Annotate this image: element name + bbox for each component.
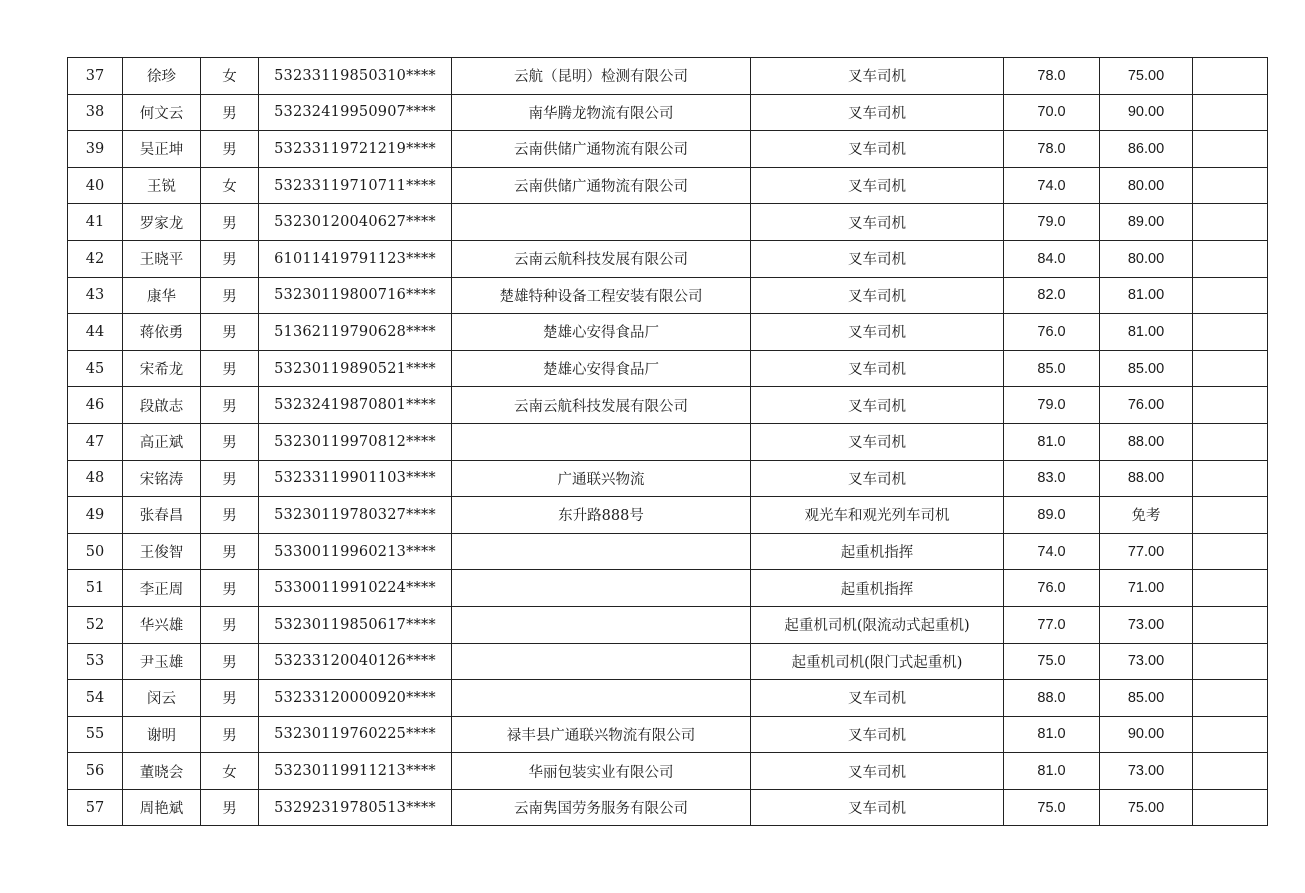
- row-gender: 男: [201, 423, 259, 460]
- row-id-number: 53233120040126****: [259, 643, 452, 680]
- row-number: 39: [68, 131, 123, 168]
- row-theory-score: 81.0: [1004, 423, 1100, 460]
- row-practical-score: 75.00: [1100, 58, 1193, 95]
- row-name: 何文云: [123, 94, 201, 131]
- row-id-number: 53230119780327****: [259, 497, 452, 534]
- row-theory-score: 75.0: [1004, 643, 1100, 680]
- row-employer: 广通联兴物流: [452, 460, 751, 497]
- row-number: 46: [68, 387, 123, 424]
- row-gender: 男: [201, 497, 259, 534]
- row-job-type: 叉车司机: [751, 204, 1004, 241]
- row-theory-score: 78.0: [1004, 131, 1100, 168]
- row-note: [1193, 277, 1268, 314]
- row-gender: 男: [201, 240, 259, 277]
- row-job-type: 叉车司机: [751, 680, 1004, 717]
- row-practical-score: 77.00: [1100, 533, 1193, 570]
- row-practical-score: 75.00: [1100, 789, 1193, 826]
- row-id-number: 53230119760225****: [259, 716, 452, 753]
- row-job-type: 叉车司机: [751, 131, 1004, 168]
- row-practical-score: 88.00: [1100, 460, 1193, 497]
- row-number: 53: [68, 643, 123, 680]
- row-name: 周艳斌: [123, 789, 201, 826]
- row-name: 王俊智: [123, 533, 201, 570]
- row-employer: [452, 423, 751, 460]
- row-employer: 云南隽国劳务服务有限公司: [452, 789, 751, 826]
- row-note: [1193, 789, 1268, 826]
- table-row: [68, 94, 1268, 131]
- row-number: 43: [68, 277, 123, 314]
- row-theory-score: 75.0: [1004, 789, 1100, 826]
- row-job-type: 叉车司机: [751, 387, 1004, 424]
- table-row: [68, 497, 1268, 534]
- row-practical-score: 90.00: [1100, 716, 1193, 753]
- row-employer: 华丽包装实业有限公司: [452, 753, 751, 790]
- row-employer: 云南供储广通物流有限公司: [452, 167, 751, 204]
- row-note: [1193, 58, 1268, 95]
- row-name: 吴正坤: [123, 131, 201, 168]
- table-row: [68, 789, 1268, 826]
- row-note: [1193, 643, 1268, 680]
- row-job-type: 叉车司机: [751, 58, 1004, 95]
- row-job-type: 叉车司机: [751, 789, 1004, 826]
- row-id-number: 53233119901103****: [259, 460, 452, 497]
- row-employer: [452, 204, 751, 241]
- row-number: 56: [68, 753, 123, 790]
- row-number: 45: [68, 350, 123, 387]
- row-gender: 男: [201, 387, 259, 424]
- row-job-type: 叉车司机: [751, 314, 1004, 351]
- table-row: [68, 716, 1268, 753]
- table-row: [68, 423, 1268, 460]
- row-employer: [452, 680, 751, 717]
- row-name: 谢明: [123, 716, 201, 753]
- row-note: [1193, 497, 1268, 534]
- row-name: 王锐: [123, 167, 201, 204]
- row-job-type: 叉车司机: [751, 94, 1004, 131]
- row-theory-score: 77.0: [1004, 606, 1100, 643]
- row-number: 52: [68, 606, 123, 643]
- row-gender: 男: [201, 643, 259, 680]
- row-practical-score: 80.00: [1100, 167, 1193, 204]
- row-employer: 云航（昆明）检测有限公司: [452, 58, 751, 95]
- row-note: [1193, 606, 1268, 643]
- row-note: [1193, 680, 1268, 717]
- row-job-type: 起重机指挥: [751, 533, 1004, 570]
- row-theory-score: 76.0: [1004, 314, 1100, 351]
- row-number: 42: [68, 240, 123, 277]
- row-employer: 云南云航科技发展有限公司: [452, 240, 751, 277]
- row-note: [1193, 716, 1268, 753]
- row-employer: 楚雄特种设备工程安装有限公司: [452, 277, 751, 314]
- table-row: [68, 204, 1268, 241]
- row-id-number: 53230119850617****: [259, 606, 452, 643]
- row-practical-score: 86.00: [1100, 131, 1193, 168]
- row-practical-score: 81.00: [1100, 277, 1193, 314]
- row-gender: 男: [201, 314, 259, 351]
- row-employer: 南华腾龙物流有限公司: [452, 94, 751, 131]
- roster-table: [67, 57, 1268, 826]
- row-gender: 女: [201, 167, 259, 204]
- row-practical-score: 76.00: [1100, 387, 1193, 424]
- row-number: 55: [68, 716, 123, 753]
- row-id-number: 53230119911213****: [259, 753, 452, 790]
- table-row: [68, 570, 1268, 607]
- row-employer: 楚雄心安得食品厂: [452, 350, 751, 387]
- roster-body: [68, 58, 1268, 826]
- row-practical-score: 80.00: [1100, 240, 1193, 277]
- row-id-number: 53300119960213****: [259, 533, 452, 570]
- table-row: [68, 240, 1268, 277]
- row-theory-score: 89.0: [1004, 497, 1100, 534]
- row-practical-score: 73.00: [1100, 643, 1193, 680]
- row-practical-score: 73.00: [1100, 753, 1193, 790]
- row-gender: 男: [201, 277, 259, 314]
- row-theory-score: 70.0: [1004, 94, 1100, 131]
- table-row: [68, 533, 1268, 570]
- table-row: [68, 314, 1268, 351]
- row-note: [1193, 350, 1268, 387]
- row-job-type: 起重机指挥: [751, 570, 1004, 607]
- row-name: 康华: [123, 277, 201, 314]
- row-number: 57: [68, 789, 123, 826]
- row-employer: [452, 570, 751, 607]
- row-id-number: 53232419870801****: [259, 387, 452, 424]
- row-job-type: 叉车司机: [751, 423, 1004, 460]
- row-id-number: 53230120040627****: [259, 204, 452, 241]
- row-gender: 男: [201, 533, 259, 570]
- row-name: 华兴雄: [123, 606, 201, 643]
- row-gender: 男: [201, 204, 259, 241]
- row-gender: 男: [201, 789, 259, 826]
- row-employer: [452, 533, 751, 570]
- row-name: 蒋依勇: [123, 314, 201, 351]
- row-gender: 男: [201, 606, 259, 643]
- row-practical-score: 85.00: [1100, 350, 1193, 387]
- row-theory-score: 74.0: [1004, 533, 1100, 570]
- row-job-type: 叉车司机: [751, 350, 1004, 387]
- row-practical-score: 73.00: [1100, 606, 1193, 643]
- row-note: [1193, 167, 1268, 204]
- row-name: 张春昌: [123, 497, 201, 534]
- table-row: [68, 643, 1268, 680]
- table-row: [68, 277, 1268, 314]
- table-row: [68, 387, 1268, 424]
- row-gender: 女: [201, 58, 259, 95]
- row-name: 高正斌: [123, 423, 201, 460]
- row-employer: 东升路888号: [452, 497, 751, 534]
- row-employer: 禄丰县广通联兴物流有限公司: [452, 716, 751, 753]
- row-practical-score: 71.00: [1100, 570, 1193, 607]
- table-row: [68, 606, 1268, 643]
- row-note: [1193, 387, 1268, 424]
- row-note: [1193, 423, 1268, 460]
- row-number: 40: [68, 167, 123, 204]
- row-gender: 男: [201, 570, 259, 607]
- row-gender: 男: [201, 716, 259, 753]
- table-row: [68, 753, 1268, 790]
- row-employer: 云南供储广通物流有限公司: [452, 131, 751, 168]
- row-job-type: 叉车司机: [751, 753, 1004, 790]
- row-id-number: 53300119910224****: [259, 570, 452, 607]
- row-name: 段啟志: [123, 387, 201, 424]
- row-theory-score: 81.0: [1004, 753, 1100, 790]
- row-id-number: 61011419791123****: [259, 240, 452, 277]
- row-name: 罗家龙: [123, 204, 201, 241]
- row-job-type: 叉车司机: [751, 460, 1004, 497]
- row-note: [1193, 314, 1268, 351]
- row-note: [1193, 240, 1268, 277]
- row-id-number: 53292319780513****: [259, 789, 452, 826]
- table-row: [68, 131, 1268, 168]
- row-number: 38: [68, 94, 123, 131]
- row-id-number: 53230119970812****: [259, 423, 452, 460]
- row-theory-score: 76.0: [1004, 570, 1100, 607]
- row-note: [1193, 204, 1268, 241]
- row-id-number: 53233119710711****: [259, 167, 452, 204]
- row-name: 李正周: [123, 570, 201, 607]
- row-gender: 男: [201, 680, 259, 717]
- row-theory-score: 74.0: [1004, 167, 1100, 204]
- row-theory-score: 78.0: [1004, 58, 1100, 95]
- row-number: 37: [68, 58, 123, 95]
- row-number: 44: [68, 314, 123, 351]
- row-theory-score: 79.0: [1004, 204, 1100, 241]
- row-number: 50: [68, 533, 123, 570]
- row-number: 41: [68, 204, 123, 241]
- row-practical-score: 90.00: [1100, 94, 1193, 131]
- row-note: [1193, 131, 1268, 168]
- row-gender: 男: [201, 94, 259, 131]
- row-note: [1193, 570, 1268, 607]
- row-number: 54: [68, 680, 123, 717]
- row-name: 闵云: [123, 680, 201, 717]
- row-theory-score: 88.0: [1004, 680, 1100, 717]
- row-job-type: 叉车司机: [751, 167, 1004, 204]
- row-note: [1193, 753, 1268, 790]
- row-id-number: 51362119790628****: [259, 314, 452, 351]
- row-name: 宋希龙: [123, 350, 201, 387]
- row-theory-score: 82.0: [1004, 277, 1100, 314]
- row-job-type: 起重机司机(限流动式起重机): [751, 606, 1004, 643]
- row-practical-score: 89.00: [1100, 204, 1193, 241]
- row-theory-score: 83.0: [1004, 460, 1100, 497]
- row-id-number: 53233120000920****: [259, 680, 452, 717]
- table-row: [68, 58, 1268, 95]
- row-practical-score: 免考: [1100, 497, 1193, 534]
- row-employer: [452, 606, 751, 643]
- row-theory-score: 84.0: [1004, 240, 1100, 277]
- row-practical-score: 85.00: [1100, 680, 1193, 717]
- row-employer: [452, 643, 751, 680]
- row-job-type: 叉车司机: [751, 240, 1004, 277]
- row-note: [1193, 533, 1268, 570]
- row-gender: 男: [201, 131, 259, 168]
- row-name: 尹玉雄: [123, 643, 201, 680]
- table-row: [68, 167, 1268, 204]
- row-id-number: 53230119800716****: [259, 277, 452, 314]
- row-name: 王晓平: [123, 240, 201, 277]
- row-job-type: 起重机司机(限门式起重机): [751, 643, 1004, 680]
- row-name: 宋铭涛: [123, 460, 201, 497]
- row-note: [1193, 460, 1268, 497]
- row-theory-score: 79.0: [1004, 387, 1100, 424]
- table-row: [68, 680, 1268, 717]
- row-practical-score: 88.00: [1100, 423, 1193, 460]
- row-number: 51: [68, 570, 123, 607]
- table-row: [68, 350, 1268, 387]
- row-number: 48: [68, 460, 123, 497]
- roster-sheet: [67, 57, 1267, 826]
- row-name: 徐珍: [123, 58, 201, 95]
- row-theory-score: 85.0: [1004, 350, 1100, 387]
- table-row: [68, 460, 1268, 497]
- row-id-number: 53233119721219****: [259, 131, 452, 168]
- row-gender: 男: [201, 350, 259, 387]
- row-theory-score: 81.0: [1004, 716, 1100, 753]
- row-gender: 女: [201, 753, 259, 790]
- row-job-type: 观光车和观光列车司机: [751, 497, 1004, 534]
- row-id-number: 53232419950907****: [259, 94, 452, 131]
- row-note: [1193, 94, 1268, 131]
- row-job-type: 叉车司机: [751, 277, 1004, 314]
- row-practical-score: 81.00: [1100, 314, 1193, 351]
- row-employer: 云南云航科技发展有限公司: [452, 387, 751, 424]
- row-gender: 男: [201, 460, 259, 497]
- row-name: 董晓会: [123, 753, 201, 790]
- row-job-type: 叉车司机: [751, 716, 1004, 753]
- row-id-number: 53230119890521****: [259, 350, 452, 387]
- row-employer: 楚雄心安得食品厂: [452, 314, 751, 351]
- row-number: 47: [68, 423, 123, 460]
- row-id-number: 53233119850310****: [259, 58, 452, 95]
- row-number: 49: [68, 497, 123, 534]
